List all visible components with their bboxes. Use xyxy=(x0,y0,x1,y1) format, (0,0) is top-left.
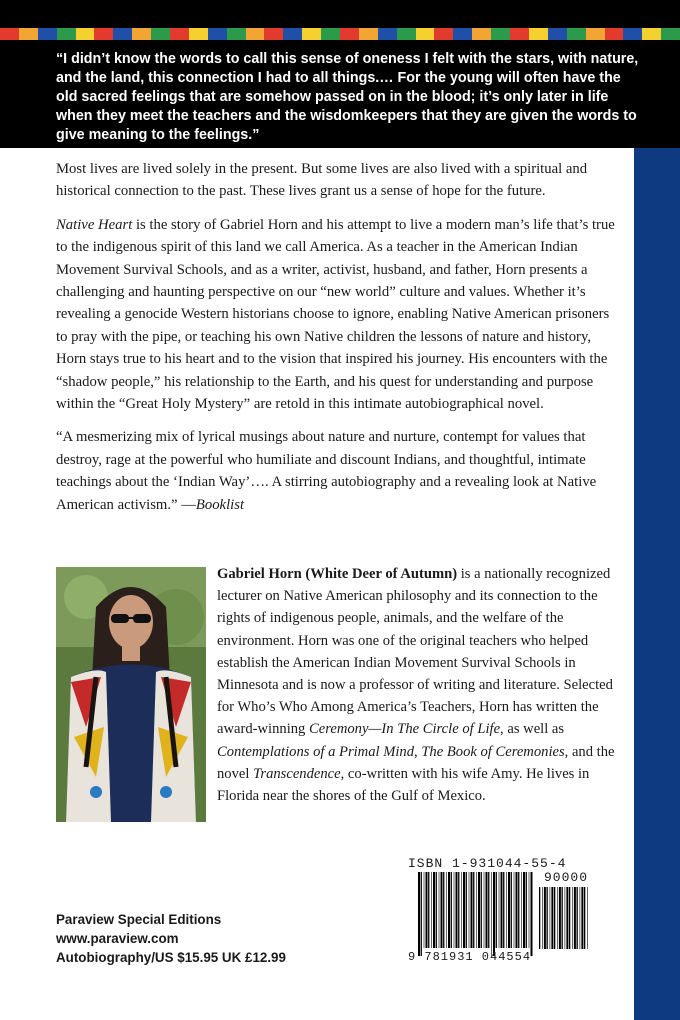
barcode-bar xyxy=(551,887,553,949)
stripe-segment xyxy=(0,28,19,40)
stripe-segment xyxy=(132,28,151,40)
intro-paragraph: Most lives are lived solely in the present. But some lives are also lived with a spiritual and historical connection to the past. These lives grant us a sense of hope for the future. xyxy=(56,161,588,200)
barcode-bar xyxy=(539,887,540,949)
stripe-segment xyxy=(264,28,283,40)
stripe-segment xyxy=(434,28,453,40)
stripe-segment xyxy=(378,28,397,40)
stripe-segment xyxy=(321,28,340,40)
barcode-bar xyxy=(478,872,480,948)
publisher-info xyxy=(56,910,286,967)
review-paragraph: “A mesmerizing mix of lyrical musings about nature and nurture, contempt for values that destroy, rage at the powerful who humiliate and discount Indians, and thoughtful, intimate teachings about the ‘Indian Way’…. A stirring autobiography and a revealing look at Native American activism.” —Booklist xyxy=(56,429,597,513)
barcode-bar xyxy=(461,872,462,948)
barcode-bar xyxy=(572,887,573,949)
price-addon-code: 90000 xyxy=(544,870,589,885)
publisher-name: Paraview Special Editions xyxy=(56,912,222,927)
barcode-bar xyxy=(547,887,548,949)
stripe-segment xyxy=(76,28,95,40)
barcode-bar xyxy=(481,872,482,948)
barcode-bar xyxy=(514,872,515,948)
stripe-segment xyxy=(113,28,132,40)
barcode-bar xyxy=(518,872,519,948)
stripe-segment xyxy=(227,28,246,40)
stripe-segment xyxy=(491,28,510,40)
barcode-bar xyxy=(446,872,447,948)
barcode-bar xyxy=(496,872,497,948)
barcode-bar xyxy=(506,872,507,948)
barcode-bar xyxy=(542,887,543,949)
barcode-bar xyxy=(501,872,503,948)
barcode-bar xyxy=(562,887,563,949)
author-photo xyxy=(56,567,206,822)
stripe-segment xyxy=(302,28,321,40)
stripe-segment xyxy=(642,28,661,40)
barcode-bar xyxy=(559,887,561,949)
barcode-bar xyxy=(574,887,576,949)
stripe-segment xyxy=(208,28,227,40)
barcode-bar xyxy=(488,872,489,948)
author-bio: Gabriel Horn (White Deer of Autumn) is a nationally recognized lecturer on Native American philosophy and its connection to the rights of indigenous people, animals, and the welfare of the environment. Horn was one of the original teachers who helped establish the American Indian Movement Survival Schools in Minnesota and is now a professor of writing and literature. Selected for Who’s Who Among America’s Teachers, Horn has written the award-winning Ceremony—In The Circle of Life, as well as Contemplations of a Primal Mind, The Book of Ceremonies, and the novel Transcendence, co-written with his wife Amy. He lives in Florida near the shores of the Gulf of Mexico. xyxy=(217,566,615,805)
barcode-bar xyxy=(428,872,429,948)
spine-edge xyxy=(634,148,680,1020)
stripe-segment xyxy=(586,28,605,40)
barcode-bar xyxy=(441,872,443,948)
barcode-bar xyxy=(471,872,473,948)
category-price: Autobiography/US $15.95 UK £12.99 xyxy=(56,950,286,965)
addon-barcode-bars xyxy=(539,887,589,957)
barcode-bar xyxy=(550,887,551,949)
barcode-bar xyxy=(531,872,533,956)
author-portrait-image xyxy=(56,567,206,822)
stripe-segment xyxy=(38,28,57,40)
barcode-bar xyxy=(516,872,518,948)
barcode-bar xyxy=(503,872,504,948)
barcode-bar xyxy=(418,872,420,956)
stripe-segment xyxy=(246,28,265,40)
barcode-bar xyxy=(448,872,450,948)
barcode-bar xyxy=(458,872,459,948)
barcode-bar xyxy=(557,887,558,949)
barcode-bar xyxy=(584,887,585,949)
stripe-segment xyxy=(151,28,170,40)
barcode-bar xyxy=(431,872,432,948)
isbn-barcode xyxy=(404,856,600,968)
barcode-bar xyxy=(476,872,477,948)
barcode-bar xyxy=(508,872,510,948)
stripe-segment xyxy=(510,28,529,40)
review-source: Booklist xyxy=(195,496,245,513)
barcode-bar xyxy=(523,872,525,948)
barcode-bar xyxy=(499,872,500,948)
stripe-segment xyxy=(397,28,416,40)
stripe-segment xyxy=(170,28,189,40)
stripe-segment xyxy=(472,28,491,40)
barcode-bar xyxy=(486,872,488,948)
barcode-bar xyxy=(581,887,583,949)
barcode-bar xyxy=(569,887,570,949)
barcode-bar xyxy=(426,872,428,948)
stripe-segment xyxy=(529,28,548,40)
isbn-number: ISBN 1-931044-55-4 xyxy=(408,856,567,871)
barcode-bar xyxy=(456,872,458,948)
stripe-segment xyxy=(567,28,586,40)
barcode-bar xyxy=(439,872,440,948)
author-section xyxy=(56,563,626,828)
description-paragraph: Native Heart is the story of Gabriel Horn and his attempt to live a modern man’s life that’s true to the indigenous spirit of this land we call America. As a teacher in the American Indian Movement Survival Schools, and as a writer, activist, husband, and father, Horn presents a challenging and haunting perspective on our “new world” culture and values. Whether it’s revealing a genocide Western historians choose to ignore, enabling Native American prisoners to pray with the pipe, or teaching his own Native children the lessons of nature and history, Horn stays true to his heart and to the vision that inspired his journey. His encounters with the “shadow people,” his relationship to the Earth, and his quest for understanding and purpose within the “Great Holy Mystery” are retold in this intimate autobiographical novel. xyxy=(56,216,615,413)
stripe-segment xyxy=(416,28,435,40)
barcode-bar xyxy=(529,872,530,948)
publisher-url: www.paraview.com xyxy=(56,931,179,946)
barcode-bar xyxy=(587,887,588,949)
stripe-segment xyxy=(548,28,567,40)
barcode-bar xyxy=(554,887,555,949)
barcode-bar xyxy=(421,872,422,956)
barcode-bar xyxy=(526,872,527,948)
barcode-bar xyxy=(521,872,522,948)
main-text xyxy=(56,158,622,527)
stripe-segment xyxy=(453,28,472,40)
barcode-bar xyxy=(491,872,492,956)
barcode-bar xyxy=(566,887,568,949)
barcode-bar xyxy=(484,872,485,948)
stripe-segment xyxy=(340,28,359,40)
barcode-bar xyxy=(473,872,474,948)
barcode-bar xyxy=(436,872,437,948)
barcode-bar xyxy=(454,872,455,948)
barcode-bars xyxy=(418,872,534,956)
stripe-segment xyxy=(189,28,208,40)
barcode-bar xyxy=(443,872,444,948)
barcode-bar xyxy=(469,872,470,948)
stripe-segment xyxy=(623,28,642,40)
barcode-bar xyxy=(544,887,546,949)
barcode-bar xyxy=(577,887,578,949)
stripe-segment xyxy=(283,28,302,40)
stripe-segment xyxy=(661,28,680,40)
stripe-segment xyxy=(605,28,624,40)
barcode-bar xyxy=(433,872,435,948)
author-name: Gabriel Horn (White Deer of Autumn) xyxy=(217,566,458,582)
barcode-bar xyxy=(463,872,465,948)
stripe-segment xyxy=(57,28,76,40)
ean-number: 9 781931 044554 xyxy=(408,950,532,964)
barcode-bar xyxy=(511,872,512,948)
barcode-bar xyxy=(466,872,467,948)
barcode-bar xyxy=(493,872,495,956)
book-title: Native Heart xyxy=(56,216,133,233)
barcode-bar xyxy=(565,887,566,949)
stripe-segment xyxy=(94,28,113,40)
top-quote: “I didn’t know the words to call this sense of oneness I felt with the stars, with nature, and the land, this connection I had to all things.… For the young will often have the old sacred feelings that are somehow passed on in the blood; it’s only later in life when they meet the teachers and the wisdomkeepers that they are given the words to give meaning to the feelings.” xyxy=(56,51,639,143)
stripe-segment xyxy=(19,28,38,40)
barcode-bar xyxy=(580,887,581,949)
stripe-segment xyxy=(359,28,378,40)
barcode-bar xyxy=(424,872,425,948)
barcode-bar xyxy=(451,872,452,948)
decorative-color-stripe xyxy=(0,28,680,40)
